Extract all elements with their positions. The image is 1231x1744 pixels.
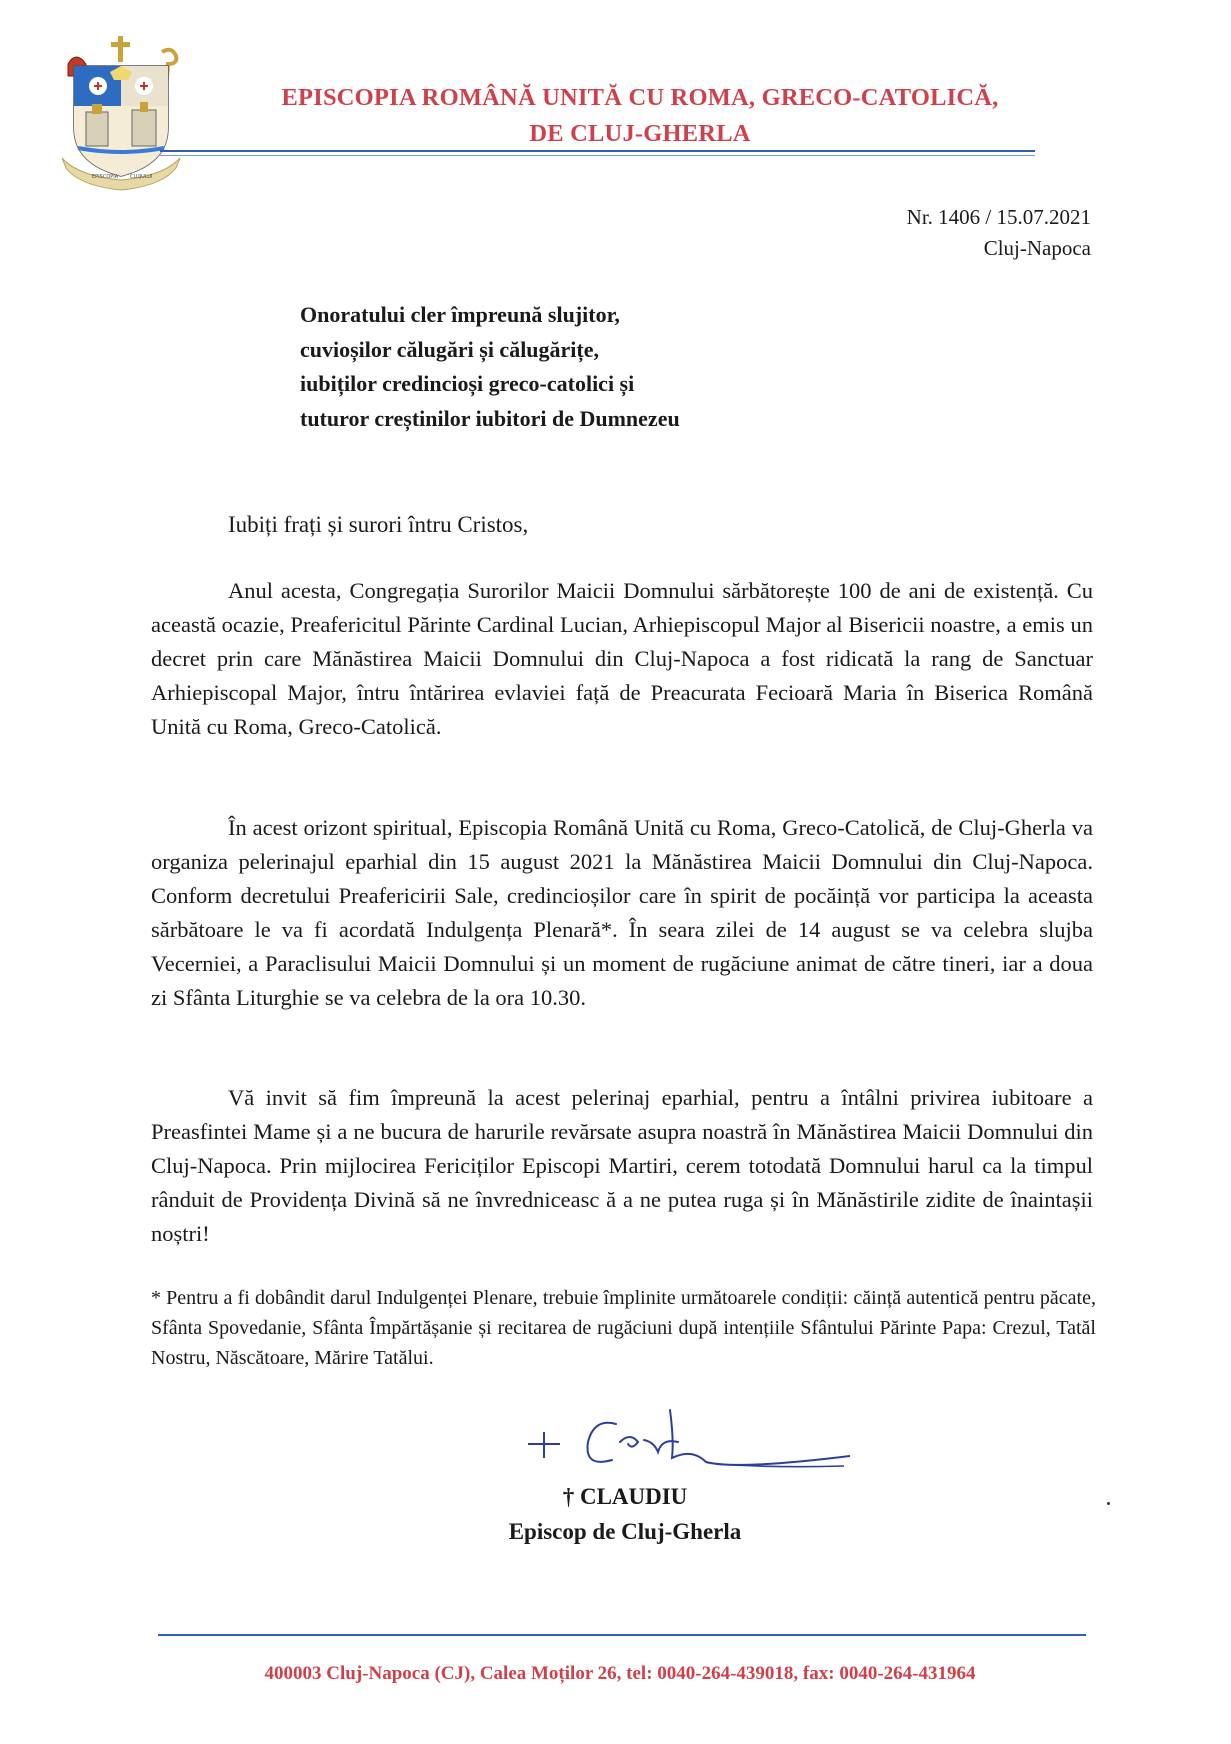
document-number-date: Nr. 1406 / 15.07.2021: [906, 205, 1091, 229]
footnote: * Pentru a fi dobândit darul Indulgenței Plenare, trebuie împlinite următoarele condiții: căință autentică pentru păcate, Sfânta Spovedanie, Sfânta Împărtășanie și recitarea de rugăciuni după intențiile Sfântului Părinte Papa: Crezul, Tatăl Nostru, Născătoare, Mărire Tatălui.: [151, 1287, 1096, 1369]
coat-of-arms-logo: [58, 36, 186, 194]
svg-text:EPISCOPIA: EPISCOPIA: [92, 174, 119, 180]
body-paragraph: Vă invit să fim împreună la acest pelerinaj eparhial, pentru a întâlni privirea iubitoare a Preasfintei Mame și a ne bucura de harurile revărsate asupra noastră în Mănăstirea Maicii Domnului din Cluj-Napoca. Prin mijlocirea Fericiților Episcopi Martiri, cerem totodată Domnului harul ca la timpul rânduit de Providența Divină să ne învredniceasc ă a ne putea ruga și în Mănăstirile zidite de înaintașii noștri!: [151, 1085, 1093, 1246]
document-city: Cluj-Napoca: [983, 236, 1091, 260]
svg-text:CLUJULUI: CLUJULUI: [130, 174, 153, 180]
addressee-line: tuturor creștinilor iubitori de Dumnezeu: [300, 405, 680, 431]
handwritten-signature: [520, 1402, 850, 1492]
footer-divider: [158, 1634, 1086, 1636]
document-reference: [907, 202, 1091, 264]
greeting: Iubiți frați și surori întru Cristos,: [228, 512, 529, 537]
addressee-line: iubiților credincioși greco-catolici și: [300, 371, 635, 396]
signatory-name: † CLAUDIU: [562, 1484, 688, 1509]
header-divider: [160, 150, 1035, 152]
institution-title: [230, 80, 1050, 152]
institution-title-line1: EPISCOPIA ROMÂNĂ UNITĂ CU ROMA, GRECO-CATOLICĂ,: [281, 84, 999, 111]
body-paragraph: În acest orizont spiritual, Episcopia Română Unită cu Roma, Greco-Catolică, de Cluj-Gherla va organiza pelerinajul eparhial din 15 august 2021 la Mănăstirea Maicii Domnului din Cluj-Napoca. Conform decretului Preafericirii Sale, credincioșilor care în spirit de pocăință vor participa la aceasta sărbătoare le va fi acordată Indulgența Plenară*. În seara zilei de 14 august se va celebra slujba Vecerniei, a Paraclisului Maicii Domnului și un moment de rugăciune animat de către tineri, iar a doua zi Sfânta Liturghie se va celebra de la ora 10.30.: [151, 815, 1093, 1010]
scan-speck: [1107, 1502, 1110, 1505]
footer-contact: 400003 Cluj-Napoca (CJ), Calea Moților 26, tel: 0040-264-439018, fax: 0040-264-431964: [264, 1663, 976, 1684]
signatory-title: Episcop de Cluj-Gherla: [508, 1519, 742, 1544]
header-divider-thin: [160, 155, 1035, 156]
addressee-line: cuvioșilor călugări și călugărițe,: [300, 336, 600, 362]
addressees: [300, 298, 680, 436]
cross-icon: [111, 36, 130, 62]
body-paragraph: Anul acesta, Congregația Surorilor Maicii Domnului sărbătorește 100 de ani de existență. Cu această ocazie, Preafericitul Părinte Cardinal Lucian, Arhiepiscopul Major al Bisericii noastre, a emis un decret prin care Mănăstirea Maicii Domnului din Cluj-Napoca a fost ridicată la rang de Sanctuar Arhiepiscopal Major, întru întărirea evlaviei față de Preacurata Fecioară Maria în Biserica Română Unită cu Roma, Greco-Catolică.: [151, 578, 1093, 739]
institution-title-line2: DE CLUJ-GHERLA: [529, 120, 751, 147]
addressee-line: Onoratului cler împreună slujitor,: [300, 302, 620, 327]
